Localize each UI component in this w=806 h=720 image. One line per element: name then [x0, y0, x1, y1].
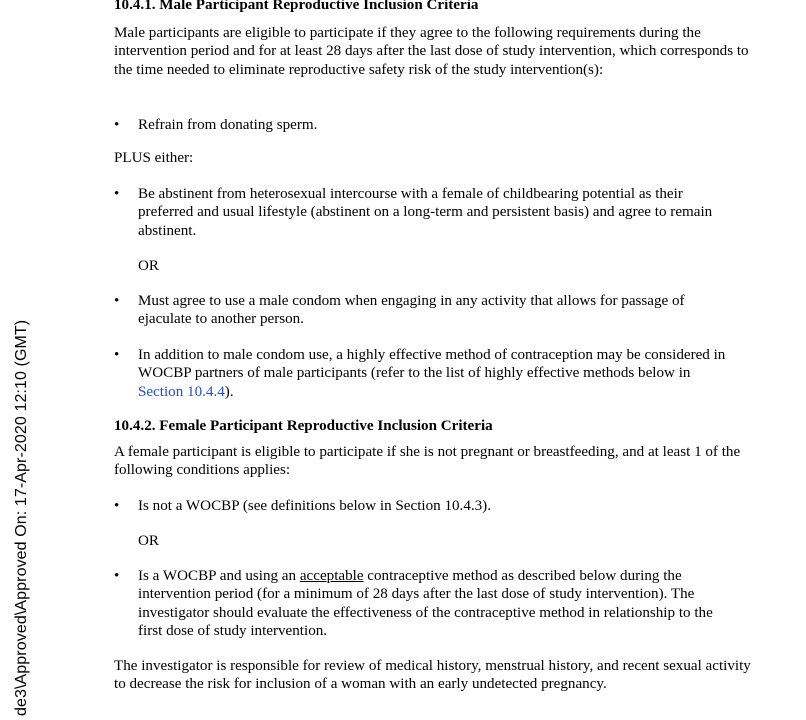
bullet-icon: •: [114, 293, 120, 309]
section-10-4-4-link[interactable]: Section 10.4.4: [138, 383, 225, 400]
bullet-icon: •: [114, 568, 120, 584]
list-item-text: In addition to male condom use, a highly effective method of contraception may be considered in WOCBP partners of male participants (refer to the list of highly effective methods below in Section 10.4.4).: [138, 347, 726, 400]
or-label: OR: [138, 258, 159, 274]
section-heading-male: 10.4.1. Male Participant Reproductive Inclusion Criteria: [114, 0, 479, 13]
plus-either-label: PLUS either:: [114, 150, 194, 166]
closing-paragraph: The investigator is responsible for review of medical history, menstrual history, and recent sexual activity to decrease the risk for inclusion of a woman with an early undetected pregnancy.: [114, 658, 751, 693]
list-item-text: Be abstinent from heterosexual intercourse with a female of childbearing potential as their preferred and usual lifestyle (abstinent on a long-term and persistent basis) and agree to remain abstinent.: [138, 186, 713, 239]
male-intro-paragraph: Male participants are eligible to participate if they agree to the following requirements during the intervention period and for at least 28 days after the last dose of study intervention, which corresponds to the time needed to eliminate reproductive safety risk of the study intervention(s):: [114, 25, 749, 78]
bullet-icon: •: [114, 117, 120, 133]
list-item-text: Refrain from donating sperm.: [138, 117, 318, 133]
or-label: OR: [138, 533, 159, 549]
bullet-icon: •: [114, 347, 120, 363]
list-item-text: Must agree to use a male condom when engaging in any activity that allows for passage of ejaculate to another person.: [138, 293, 685, 328]
list-item-text: Is a WOCBP and using an acceptable contraceptive method as described below during the intervention period (for a minimum of 28 days after the last dose of study intervention). The investigator should evaluate the effectiveness of the contraceptive method in relationship to the first dose of study intervention.: [138, 568, 713, 640]
list-item-text: Is not a WOCBP (see definitions below in Section 10.4.3).: [138, 498, 491, 514]
bullet-icon: •: [114, 498, 120, 514]
female-intro-paragraph: A female participant is eligible to participate if she is not pregnant or breastfeeding, and at least 1 of the following conditions applies:: [114, 444, 741, 479]
bullet-icon: •: [114, 186, 120, 202]
approval-stamp: de3\Approved\Approved On: 17-Apr-2020 12:10 (GMT): [13, 319, 30, 716]
acceptable-underlined: acceptable: [299, 568, 364, 584]
section-heading-female: 10.4.2. Female Participant Reproductive Inclusion Criteria: [114, 418, 493, 434]
